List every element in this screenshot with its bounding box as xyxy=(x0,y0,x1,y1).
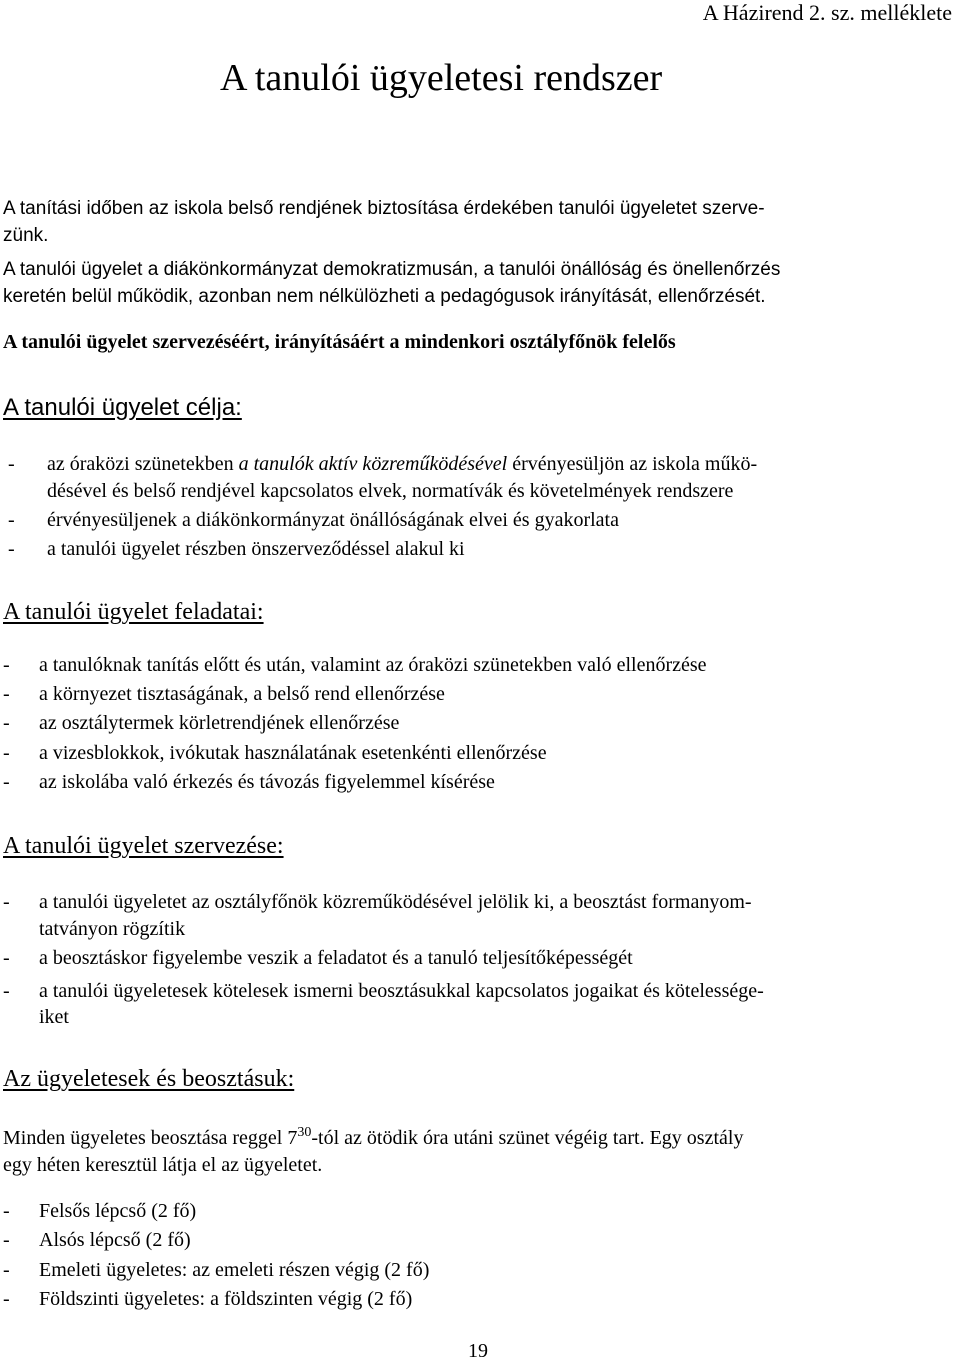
intro-line-1: A tanítási időben az iskola belső rendjének biztosítása érdekében tanulói ügyeletet szerve- xyxy=(3,198,765,219)
duty-dash-4: - xyxy=(3,1288,10,1310)
duty-dash-3: - xyxy=(3,1259,10,1281)
goal-item-3-dash: - xyxy=(8,538,15,560)
goal-item-3: a tanulói ügyelet részben önszerveződéssel alakul ki xyxy=(47,538,465,560)
task-item-3: az osztálytermek körletrendjének ellenőrzése xyxy=(39,712,400,734)
org-item-1-line-1: a tanulói ügyeletet az osztályfőnök közreműködésével jelölik ki, a beosztást formanyom- xyxy=(39,891,752,913)
duty-item-2: Alsós lépcső (2 fő) xyxy=(39,1229,191,1251)
section-heading-tasks: A tanulói ügyelet feladatai: xyxy=(3,599,264,625)
task-dash-3: - xyxy=(3,712,10,734)
org-dash-1: - xyxy=(3,891,10,913)
org-item-2: a beosztáskor figyelembe veszik a feladatot és a tanuló teljesítőképességét xyxy=(39,947,633,969)
duty-item-1: Felsős lépcső (2 fő) xyxy=(39,1200,197,1222)
intro-line-3: A tanulói ügyelet a diákönkormányzat demokratizmusán, a tanulói önállóság és önellenőrzés xyxy=(3,259,781,280)
duty-dash-2: - xyxy=(3,1229,10,1251)
section-heading-organization: A tanulói ügyelet szervezése: xyxy=(3,833,284,859)
task-item-1: a tanulóknak tanítás előtt és után, valamint az óraközi szünetekben való ellenőrzése xyxy=(39,654,707,676)
section-heading-duty: Az ügyeletesek és beosztásuk: xyxy=(3,1066,295,1092)
task-dash-2: - xyxy=(3,683,10,705)
goal-item-1-dash: - xyxy=(8,453,15,475)
duty-item-4: Földszinti ügyeletes: a földszinten végig (2 fő) xyxy=(39,1288,413,1310)
duty-item-3: Emeleti ügyeletes: az emeleti részen végig (2 fő) xyxy=(39,1259,430,1281)
task-dash-5: - xyxy=(3,771,10,793)
org-dash-2: - xyxy=(3,947,10,969)
duty-dash-1: - xyxy=(3,1200,10,1222)
page-title: A tanulói ügyeletesi rendszer xyxy=(220,57,663,99)
goal-item-1-line-1: az óraközi szünetekben a tanulók aktív közreműködésével érvényesüljön az iskola műkö- xyxy=(47,453,758,475)
task-dash-1: - xyxy=(3,654,10,676)
task-item-5: az iskolába való érkezés és távozás figyelemmel kísérése xyxy=(39,771,495,793)
duty-schedule-line-1: Minden ügyeletes beosztása reggel $7^{30}$-tól az ötödik óra utáni szünet végéig tart. Egy osztály xyxy=(3,1125,744,1149)
task-item-4: a vizesblokkok, ivókutak használatának esetenkénti ellenőrzése xyxy=(39,742,547,764)
goal-item-2: érvényesüljenek a diákönkormányzat önállóságának elvei és gyakorlata xyxy=(47,509,619,531)
appendix-note: A Házirend 2. sz. melléklete xyxy=(702,0,952,25)
org-item-3-line-1: a tanulói ügyeletesek kötelesek ismerni beosztásukkal kapcsolatos jogaikat és kötelessége- xyxy=(39,980,764,1002)
task-item-2: a környezet tisztaságának, a belső rend ellenőrzése xyxy=(39,683,445,705)
duty-schedule-line-2: egy héten keresztül látja el az ügyeletet. xyxy=(3,1154,323,1176)
page-number: 19 xyxy=(468,1340,488,1362)
section-heading-goal: A tanulói ügyelet célja: xyxy=(3,394,242,421)
task-dash-4: - xyxy=(3,742,10,764)
goal-item-2-dash: - xyxy=(8,509,15,531)
org-item-3-line-2: iket xyxy=(39,1006,69,1028)
responsibility-statement: A tanulói ügyelet szervezéséért, irányításáért a mindenkori osztályfőnök felelős xyxy=(3,331,676,353)
intro-line-4: keretén belül működik, azonban nem nélkülözheti a pedagógusok irányítását, ellenőrzését. xyxy=(3,286,766,307)
goal-item-1-line-2: désével és belső rendjével kapcsolatos elvek, normatívák és követelmények rendszere xyxy=(47,480,734,502)
org-dash-3: - xyxy=(3,980,10,1002)
intro-line-2: zünk. xyxy=(3,225,49,246)
org-item-1-line-2: tatványon rögzítik xyxy=(39,918,186,940)
